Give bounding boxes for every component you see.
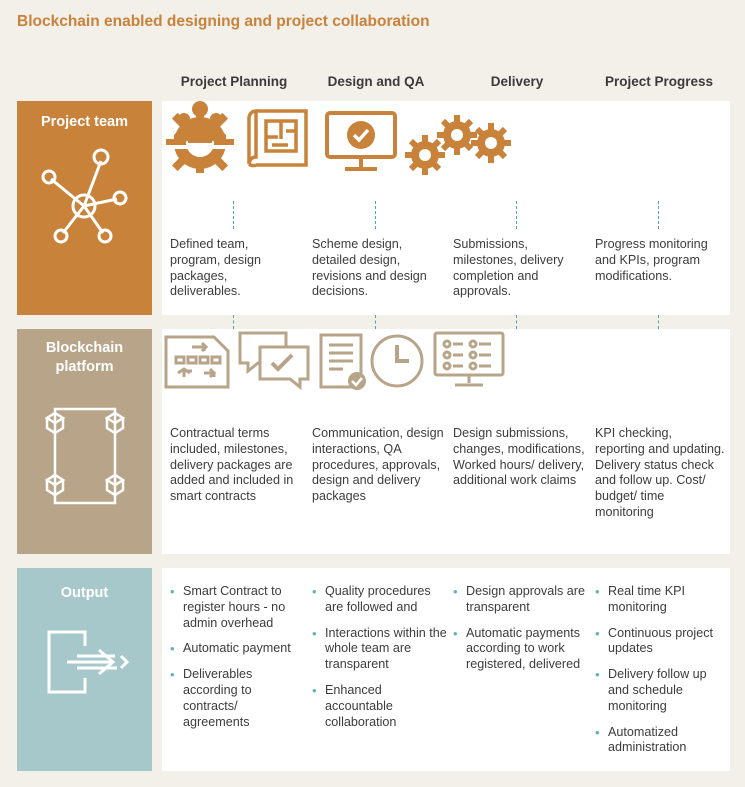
cell-text: Communication, design interactions, QA procedures, approvals, design and delivery packages (312, 426, 444, 504)
cell-text: Progress monitoring and KPIs, program modifications. (595, 237, 708, 283)
row-label-output (17, 568, 152, 771)
page-title: Blockchain enabled designing and project collaboration (17, 13, 430, 30)
cell-text: Contractual terms included, milestones, delivery packages are added and included in smart contracts (170, 426, 294, 504)
column-header-delivery: Delivery (490, 74, 544, 89)
blockchain-nodes-icon (45, 405, 125, 509)
row-label-text: Project team (40, 114, 129, 130)
list-item: • Deliverables according to contracts/ agreements (170, 667, 302, 730)
list-item: • Design approvals are transparent (453, 584, 588, 616)
document-clock-icon (317, 331, 427, 391)
cell-text: Scheme design, detailed design, revisions and design decisions. (312, 237, 427, 299)
list-item: • Delivery follow up and schedule monitoring (595, 667, 728, 714)
project-team-panel (162, 101, 730, 315)
output-list-design-qa (312, 584, 447, 740)
blueprint-icon (242, 105, 318, 177)
row-label-text: Blockchain platform (45, 340, 124, 375)
list-item: • Interactions within the whole team are transparent (312, 626, 447, 673)
list-item: • Quality procedures are followed and (312, 584, 447, 616)
column-header-project-progress: Project Progress (604, 74, 714, 89)
list-item: • Continuous project updates (595, 626, 728, 658)
output-list-project-planning (170, 584, 302, 740)
output-list-project-progress (595, 584, 728, 766)
row-label-text: Output (60, 585, 109, 601)
list-item: • Real time KPI monitoring (595, 584, 728, 616)
gears-icon (403, 113, 515, 177)
team-gear-icon (162, 101, 238, 177)
network-icon (39, 141, 129, 251)
row-label-project-team (17, 101, 152, 315)
cell-text: Defined team, program, design packages, deliverables. (170, 237, 262, 299)
cell-text: Submissions, milestones, delivery completion and approvals. (453, 237, 564, 299)
dashboard-monitor-icon (431, 329, 507, 391)
output-panel (162, 568, 730, 771)
list-item: • Automatic payments according to work registered, delivered (453, 626, 588, 673)
column-header-project-planning: Project Planning (180, 74, 288, 89)
list-item: • Smart Contract to register hours - no admin overhead (170, 584, 302, 631)
blockchain-platform-panel (162, 329, 730, 554)
smart-contract-icon (162, 333, 232, 391)
list-item: • Automatic payment (170, 641, 302, 657)
column-header-design-qa: Design and QA (327, 74, 425, 89)
cell-text: Design submissions, changes, modifications, Worked hours/ delivery, additional work claims (453, 426, 585, 488)
chat-check-icon (236, 329, 312, 391)
list-item: • Automatized administration (595, 725, 728, 757)
export-icon (45, 628, 133, 696)
cell-text: KPI checking, reporting and updating. Delivery status check and follow up. Cost/ budget/ time monitoring (595, 426, 725, 519)
row-label-blockchain-platform (17, 329, 152, 554)
list-item: • Enhanced accountable collaboration (312, 683, 447, 730)
monitor-check-icon (323, 109, 399, 177)
output-list-delivery (453, 584, 588, 683)
